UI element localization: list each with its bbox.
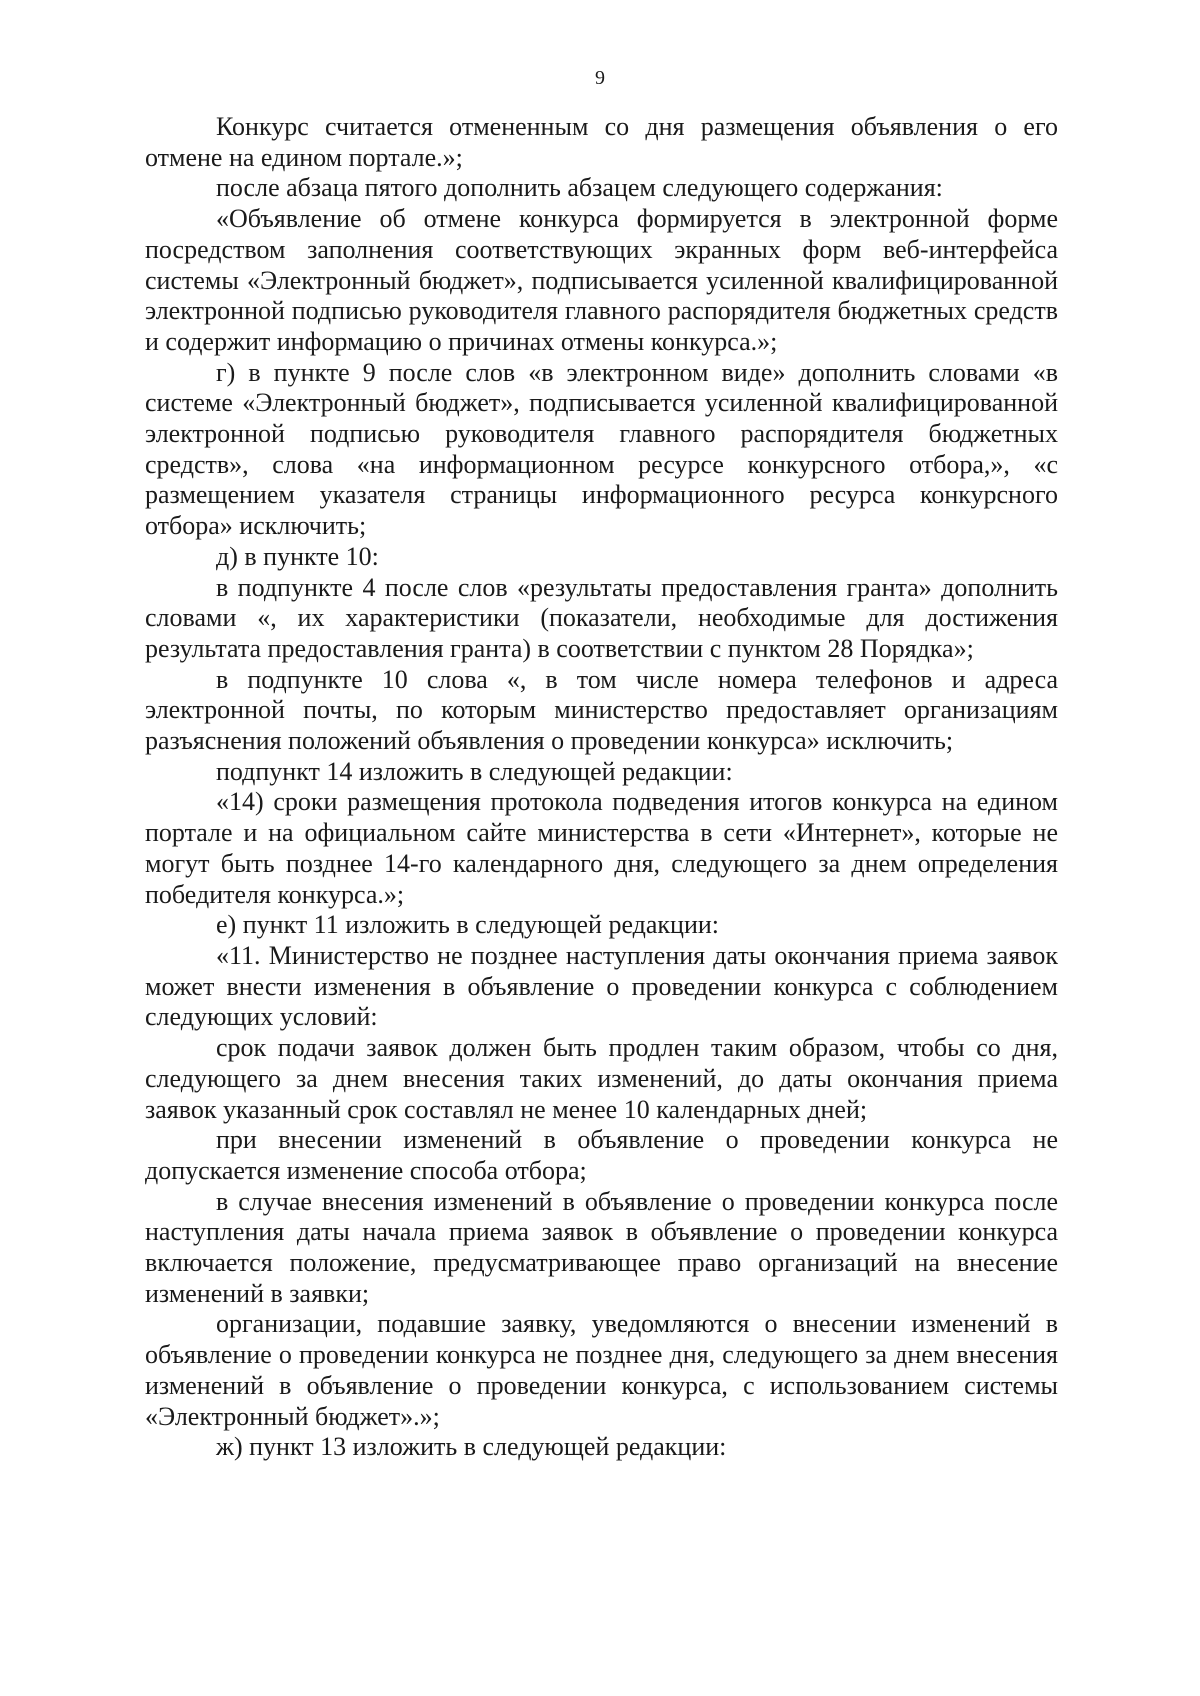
paragraph: д) в пункте 10:	[216, 541, 379, 571]
paragraph: в подпункте 4 после слов «результаты предоставления гранта» дополнить словами «, их характеристики (показатели, необходимые для достижения результата предоставления гранта) в соответствии с пунктом 28 Порядка»;	[145, 572, 1058, 663]
paragraph: в случае внесения изменений в объявление о проведении конкурса после наступления даты начала приема заявок в объявление о проведении конкурса включается положение, предусматривающее право организаций на внесение изменений в заявки;	[145, 1186, 1058, 1308]
paragraph: в подпункте 10 слова «, в том числе номера телефонов и адреса электронной почты, по которым министерство предоставляет организациям разъяснения положений объявления о проведении конкурса» исключить;	[145, 664, 1058, 756]
paragraph: срок подачи заявок должен быть продлен таким образом, чтобы со дня, следующего за днем внесения таких изменений, до даты окончания приема заявок указанный срок составлял не менее 10 календарных дней;	[145, 1033, 1058, 1124]
page-number: 9	[595, 67, 605, 89]
paragraph: «14) сроки размещения протокола подведения итогов конкурса на едином портале и на официальном сайте министерства в сети «Интернет», которые не могут быть позднее 14-го календарного дня, следующего за днем определения победителя конкурса.»;	[145, 787, 1058, 909]
paragraph: ж) пункт 13 изложить в следующей редакции:	[216, 1432, 727, 1462]
paragraph: «11. Министерство не позднее наступления даты окончания приема заявок может внести изменения в объявление о проведении конкурса с соблюдением следующих условий:	[145, 940, 1058, 1032]
paragraph: организации, подавшие заявку, уведомляются о внесении изменений в объявление о проведении конкурса не позднее дня, следующего за днем внесения изменений в объявление о проведении конкурса, с использованием системы «Электронный бюджет».»;	[145, 1309, 1058, 1431]
paragraph: Конкурс считается отмененным со дня размещения объявления о его отмене на едином портале.»;	[145, 112, 1058, 172]
document-body	[145, 112, 1058, 1463]
paragraph: е) пункт 11 изложить в следующей редакции:	[216, 910, 720, 940]
paragraph: при внесении изменений в объявление о проведении конкурса не допускается изменение способа отбора;	[145, 1125, 1058, 1185]
paragraph: подпункт 14 изложить в следующей редакции:	[216, 756, 733, 786]
paragraph: «Объявление об отмене конкурса формируется в электронной форме посредством заполнения соответствующих экранных форм веб-интерфейса системы «Электронный бюджет», подписывается усиленной квалифицированной электронной подписью руководителя главного распорядителя бюджетных средств и содержит информацию о причинах отмены конкурса.»;	[145, 204, 1058, 356]
paragraph: после абзаца пятого дополнить абзацем следующего содержания:	[216, 173, 943, 203]
paragraph: г) в пункте 9 после слов «в электронном виде» дополнить словами «в системе «Электронный бюджет», подписывается усиленной квалифицированной электронной подписью руководителя главного распорядителя бюджетных средств», слова «на информационном ресурсе конкурсного отбора,», «с размещением указателя страницы информационного ресурса конкурсного отбора» исключить;	[145, 357, 1058, 541]
